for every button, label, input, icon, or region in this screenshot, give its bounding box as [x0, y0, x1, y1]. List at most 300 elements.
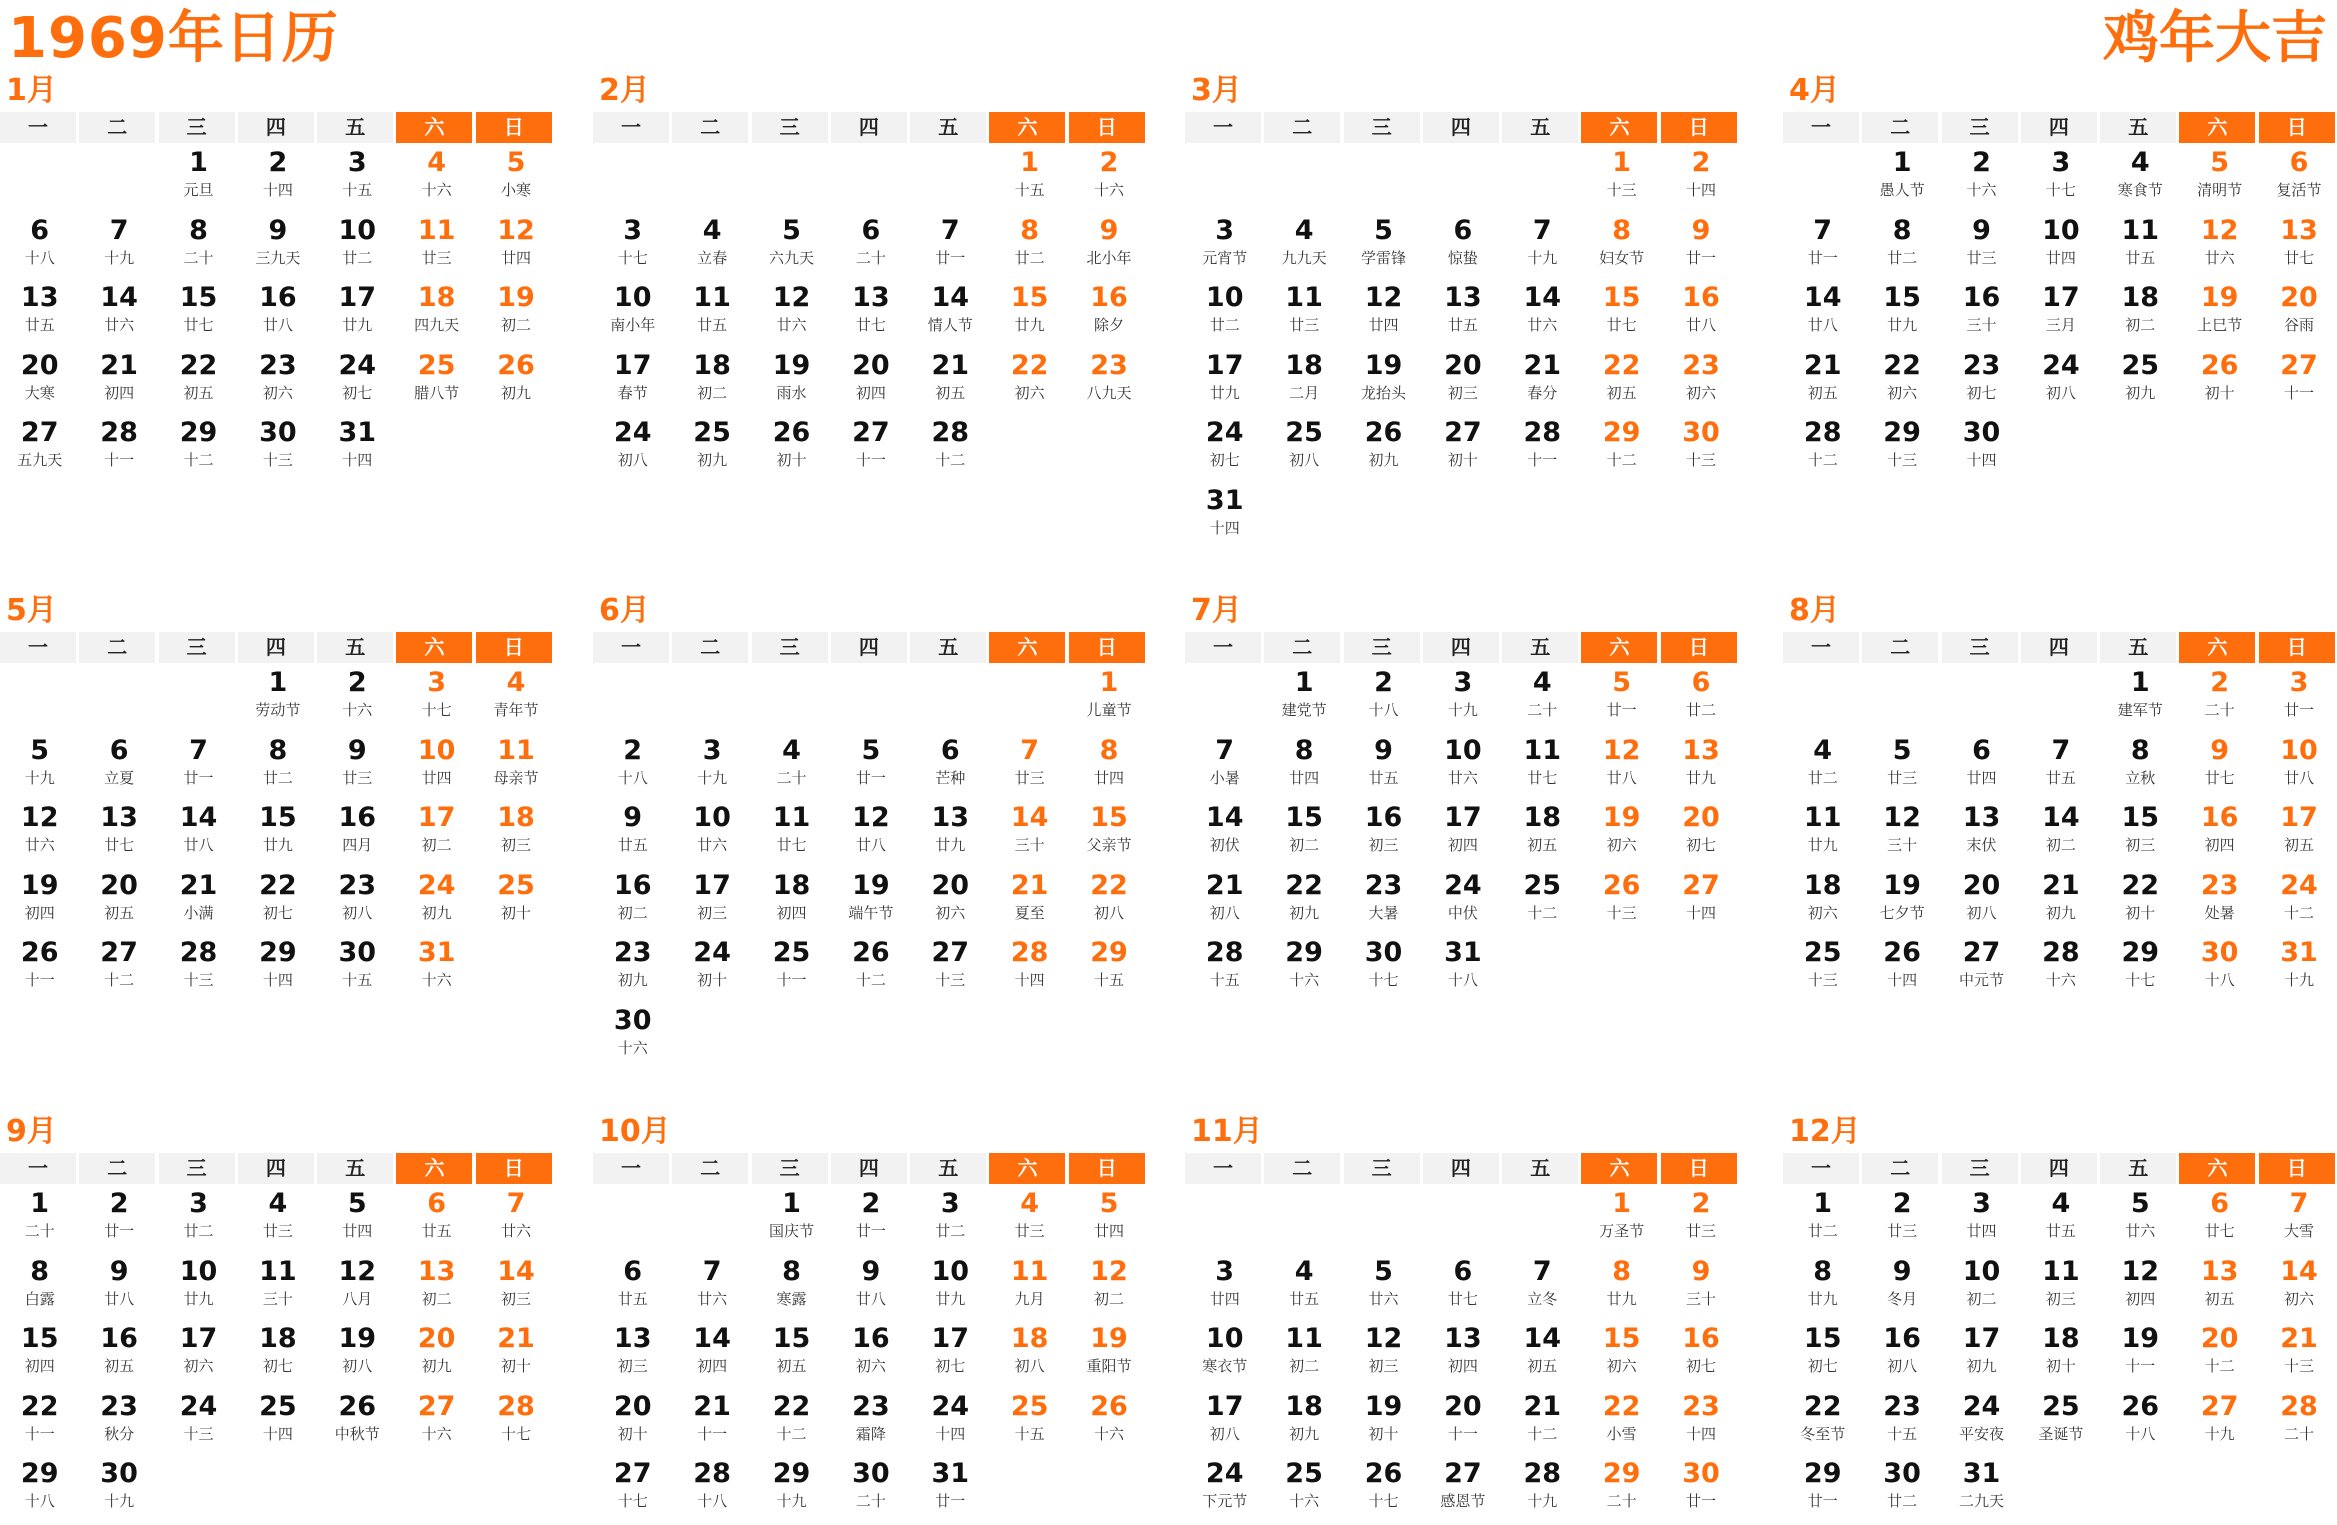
lunar-label: 十四 — [262, 181, 293, 199]
lunar-label: 廿六 — [697, 836, 728, 855]
month-title: 4月 — [1789, 73, 1840, 108]
day-cell — [1264, 663, 1343, 731]
lunar-label: 二十 — [2204, 701, 2235, 719]
lunar-label: 廿六 — [24, 836, 55, 855]
lunar-label: 廿四 — [1966, 768, 1997, 787]
lunar-label: 廿二 — [342, 248, 373, 267]
day-number: 2 — [1374, 667, 1393, 698]
day-cell — [1503, 731, 1582, 799]
day-number: 6 — [1691, 667, 1711, 698]
day-cell — [1264, 1454, 1343, 1522]
weekday-label: 日 — [1069, 112, 1145, 143]
day-cell — [1783, 211, 1862, 279]
day-number: 19 — [772, 349, 811, 381]
day-cell — [672, 731, 751, 799]
empty-cell — [1264, 143, 1343, 211]
lunar-label: 冬至节 — [1800, 1424, 1846, 1443]
lunar-label: 初十 — [2045, 1357, 2076, 1376]
lunar-label: 初八 — [1966, 903, 1997, 922]
day-cell — [2259, 346, 2337, 414]
day-cell — [159, 413, 238, 481]
day-cell — [397, 211, 476, 279]
lunar-label: 十七 — [1368, 971, 1399, 990]
weekday-label: 一 — [593, 112, 669, 143]
lunar-label: 十九 — [697, 768, 728, 787]
day-number: 28 — [179, 937, 218, 969]
lunar-label: 二九天 — [1958, 1492, 2004, 1511]
day-cell — [752, 1184, 831, 1252]
day-number: 22 — [1010, 349, 1049, 381]
lunar-label: 廿一 — [183, 768, 214, 787]
month-title: 1月 — [6, 73, 57, 108]
day-number: 25 — [2042, 1390, 2080, 1422]
day-number: 19 — [852, 869, 890, 901]
lunar-label: 廿八 — [262, 316, 293, 335]
lunar-label: 初八 — [342, 903, 373, 922]
lunar-label: 小寒 — [501, 181, 532, 199]
day-number: 7 — [189, 734, 208, 766]
day-number: 2 — [109, 1188, 129, 1219]
lunar-label: 初二 — [421, 836, 452, 855]
lunar-label: 初五 — [1807, 383, 1838, 402]
day-number: 2 — [1892, 1188, 1912, 1219]
lunar-label: 腊八节 — [414, 383, 460, 402]
day-cell — [159, 798, 238, 866]
day-cell — [79, 413, 158, 481]
lunar-label: 十二 — [1527, 903, 1558, 922]
lunar-label: 雨水 — [776, 383, 807, 402]
weekday-label: 三 — [752, 112, 828, 143]
lunar-label: 廿四 — [1094, 768, 1125, 787]
empty-cell — [593, 663, 672, 731]
lunar-label: 初五 — [2204, 1289, 2235, 1308]
day-number: 15 — [179, 282, 218, 314]
day-cell — [2101, 1252, 2180, 1320]
day-number: 16 — [338, 802, 377, 834]
day-number: 5 — [1612, 667, 1632, 698]
lunar-label: 十九 — [1527, 1492, 1558, 1511]
day-number: 11 — [2042, 1255, 2080, 1287]
lunar-label: 二十 — [24, 1222, 55, 1240]
day-number: 8 — [782, 1255, 801, 1287]
day-number: 5 — [506, 147, 526, 178]
day-cell — [318, 1387, 397, 1455]
day-number: 31 — [338, 417, 377, 449]
day-cell — [2259, 1184, 2337, 1252]
weekday-label: 三 — [1344, 1153, 1420, 1184]
lunar-label: 十七 — [2125, 971, 2156, 990]
day-cell — [2101, 1387, 2180, 1455]
empty-cell — [1783, 663, 1862, 731]
lunar-label: 廿九 — [1686, 768, 1717, 787]
day-number: 18 — [1523, 802, 1562, 834]
lunar-label: 初八 — [1209, 903, 1240, 922]
day-cell — [1783, 933, 1862, 1001]
lunar-label: 六九天 — [768, 248, 814, 267]
lunar-label: 廿九 — [1807, 1289, 1838, 1308]
lunar-label: 十五 — [342, 971, 373, 990]
lunar-label: 初三 — [1368, 836, 1399, 855]
weekday-label: 六 — [1581, 112, 1657, 143]
day-cell — [1185, 1387, 1264, 1455]
day-cell — [2259, 211, 2337, 279]
day-number: 17 — [931, 1323, 970, 1355]
day-cell — [1582, 1319, 1661, 1387]
day-number: 15 — [20, 1323, 59, 1355]
day-number: 27 — [1962, 937, 2001, 969]
day-number: 5 — [1374, 214, 1393, 246]
day-number: 24 — [179, 1390, 218, 1422]
lunar-label: 十一 — [2125, 1357, 2156, 1376]
day-cell — [672, 346, 751, 414]
day-cell — [1862, 933, 1941, 1001]
day-cell — [79, 798, 158, 866]
day-number: 28 — [100, 417, 138, 449]
lunar-label: 七夕节 — [1879, 903, 1925, 922]
day-number: 12 — [1090, 1255, 1128, 1287]
day-number: 22 — [1602, 1390, 1641, 1422]
day-cell — [911, 933, 990, 1001]
lunar-label: 二月 — [1289, 383, 1320, 402]
day-cell — [911, 798, 990, 866]
day-cell — [476, 1387, 555, 1455]
day-cell — [1069, 1252, 1148, 1320]
day-cell — [593, 798, 672, 866]
day-number: 22 — [179, 349, 218, 381]
lunar-label: 廿一 — [935, 1492, 966, 1511]
day-number: 11 — [772, 802, 811, 834]
day-cell — [2101, 143, 2180, 211]
weekday-header — [0, 632, 556, 663]
day-number: 9 — [347, 734, 367, 766]
lunar-label: 北小年 — [1086, 248, 1132, 267]
lunar-label: 夏至 — [1014, 903, 1045, 922]
day-cell — [1661, 731, 1740, 799]
day-cell — [2180, 933, 2259, 1001]
lunar-label: 初八 — [1289, 451, 1320, 470]
weekday-label: 六 — [396, 1153, 472, 1184]
lunar-label: 初六 — [1606, 836, 1637, 855]
day-cell — [397, 1319, 476, 1387]
day-cell — [752, 933, 831, 1001]
weekday-header — [1185, 1153, 1741, 1184]
day-cell — [752, 413, 831, 481]
day-number: 28 — [1803, 417, 1842, 449]
day-cell — [1582, 663, 1661, 731]
day-cell — [318, 798, 397, 866]
weekday-label: 二 — [1264, 112, 1340, 143]
lunar-label: 十八 — [1447, 971, 1478, 990]
day-cell — [1661, 798, 1740, 866]
day-cell — [2180, 1387, 2259, 1455]
day-cell — [238, 1387, 317, 1455]
day-cell — [2021, 731, 2100, 799]
lunar-label: 廿一 — [1807, 248, 1838, 267]
day-cell — [911, 1387, 990, 1455]
day-number: 17 — [338, 282, 377, 314]
day-cell — [79, 731, 158, 799]
day-number: 29 — [772, 1458, 811, 1490]
day-number: 18 — [2121, 282, 2160, 314]
weekday-label: 一 — [1185, 112, 1261, 143]
day-cell — [593, 1387, 672, 1455]
lunar-label: 冬月 — [1887, 1289, 1918, 1308]
lunar-label: 十一 — [855, 451, 886, 470]
day-cell — [1069, 278, 1148, 346]
day-cell — [990, 211, 1069, 279]
lunar-label: 二十 — [2284, 1424, 2315, 1443]
lunar-label: 十一 — [1527, 451, 1558, 470]
day-cell — [79, 1319, 158, 1387]
lunar-label: 十六 — [342, 701, 373, 719]
day-cell — [1862, 278, 1941, 346]
day-cell — [1582, 731, 1661, 799]
day-number: 6 — [623, 1255, 643, 1287]
day-cell — [672, 413, 751, 481]
weekday-label: 四 — [831, 1153, 907, 1184]
day-number: 16 — [1962, 282, 2001, 314]
day-number: 28 — [1010, 937, 1049, 969]
day-cell — [911, 1319, 990, 1387]
lunar-label: 廿三 — [1014, 1222, 1045, 1240]
day-number: 31 — [1205, 484, 1244, 516]
day-cell — [2259, 278, 2337, 346]
day-number: 9 — [1892, 1255, 1912, 1287]
day-cell — [476, 1319, 555, 1387]
day-number: 4 — [2051, 1188, 2071, 1219]
day-number: 12 — [338, 1255, 377, 1287]
weekday-label: 一 — [593, 632, 669, 663]
month-title: 12月 — [1789, 1114, 1861, 1149]
day-number: 18 — [417, 282, 456, 314]
day-cell — [0, 933, 79, 1001]
lunar-label: 初十 — [1447, 451, 1478, 470]
lunar-label: 十一 — [697, 1424, 728, 1443]
day-number: 19 — [1364, 1390, 1403, 1422]
day-cell — [238, 143, 317, 211]
lunar-label: 初二 — [2125, 316, 2156, 335]
day-number: 21 — [931, 349, 970, 381]
day-number: 16 — [1682, 1323, 1720, 1355]
page-slogan: 鸡年大吉 — [2103, 6, 2327, 71]
day-number: 1 — [1612, 147, 1632, 178]
lunar-label: 十七 — [501, 1424, 532, 1443]
day-cell — [2259, 1387, 2337, 1455]
lunar-label: 谷雨 — [2284, 316, 2315, 335]
day-cell — [1862, 866, 1941, 934]
day-number: 4 — [506, 667, 526, 698]
lunar-label: 初三 — [501, 1289, 532, 1308]
day-cell — [831, 1252, 910, 1320]
lunar-label: 二十 — [855, 248, 886, 267]
day-number: 21 — [1803, 349, 1842, 381]
day-number: 25 — [772, 937, 811, 969]
lunar-label: 二十 — [183, 248, 214, 267]
day-number: 7 — [940, 214, 960, 246]
day-cell — [1344, 866, 1423, 934]
day-cell — [1661, 1454, 1740, 1522]
lunar-label: 下元节 — [1202, 1492, 1248, 1511]
day-number: 21 — [1205, 869, 1244, 901]
day-cell — [2021, 866, 2100, 934]
day-cell — [1423, 1454, 1502, 1522]
day-cell — [593, 1454, 672, 1522]
day-number: 23 — [1682, 349, 1720, 381]
day-number: 25 — [1010, 1390, 1049, 1422]
day-cell — [1783, 1252, 1862, 1320]
day-number: 14 — [1803, 282, 1842, 314]
day-cell — [2180, 211, 2259, 279]
day-cell — [0, 798, 79, 866]
day-cell — [1503, 798, 1582, 866]
weekday-label: 四 — [238, 632, 314, 663]
day-number: 25 — [693, 417, 731, 449]
day-number: 17 — [1205, 1390, 1244, 1422]
lunar-label: 寒露 — [776, 1289, 807, 1308]
lunar-label: 中伏 — [1447, 903, 1478, 922]
day-number: 27 — [852, 417, 890, 449]
lunar-label: 十三 — [183, 1424, 214, 1443]
empty-cell — [911, 143, 990, 211]
weekday-label: 五 — [317, 632, 393, 663]
day-number: 4 — [702, 214, 722, 246]
day-number: 22 — [772, 1390, 811, 1422]
day-cell — [593, 278, 672, 346]
day-cell — [1264, 278, 1343, 346]
lunar-label: 初九 — [1368, 451, 1399, 470]
day-number: 3 — [1215, 214, 1235, 246]
lunar-label: 初九 — [617, 971, 648, 990]
weekday-label: 二 — [1264, 632, 1340, 663]
day-number: 24 — [1205, 1458, 1244, 1490]
weekday-label: 日 — [1661, 1153, 1737, 1184]
day-cell — [1423, 933, 1502, 1001]
lunar-label: 廿九 — [935, 836, 966, 855]
day-cell — [1503, 346, 1582, 414]
lunar-label: 初二 — [1094, 1289, 1125, 1308]
day-cell — [2259, 1252, 2337, 1320]
day-cell — [672, 1387, 751, 1455]
day-cell — [1942, 278, 2021, 346]
lunar-label: 初四 — [1447, 836, 1478, 855]
day-cell — [79, 278, 158, 346]
lunar-label: 十六 — [1094, 181, 1125, 199]
day-cell — [476, 143, 555, 211]
day-cell — [1942, 798, 2021, 866]
lunar-label: 十四 — [1014, 971, 1045, 990]
day-number: 11 — [1803, 802, 1842, 834]
day-number: 22 — [20, 1390, 59, 1422]
lunar-label: 劳动节 — [255, 701, 301, 719]
day-cell — [1423, 346, 1502, 414]
lunar-label: 初二 — [1966, 1289, 1997, 1308]
weekday-label: 六 — [396, 112, 472, 143]
day-number: 7 — [1813, 214, 1833, 246]
day-number: 25 — [1285, 1458, 1323, 1490]
day-cell — [2021, 1252, 2100, 1320]
day-number: 6 — [1453, 1255, 1473, 1287]
day-number: 15 — [772, 1323, 811, 1355]
day-cell — [1503, 1252, 1582, 1320]
lunar-label: 国庆节 — [768, 1222, 814, 1240]
day-number: 1 — [268, 667, 288, 698]
day-number: 23 — [100, 1390, 138, 1422]
day-cell — [2259, 663, 2337, 731]
day-cell — [1069, 1319, 1148, 1387]
day-number: 19 — [1090, 1323, 1128, 1355]
lunar-label: 廿二 — [183, 1222, 214, 1240]
day-cell — [2259, 143, 2337, 211]
day-number: 28 — [2042, 937, 2080, 969]
lunar-label: 初六 — [855, 1357, 886, 1376]
lunar-label: 感恩节 — [1440, 1492, 1486, 1511]
day-cell — [1185, 933, 1264, 1001]
day-number: 6 — [2210, 1188, 2230, 1219]
day-cell — [2021, 278, 2100, 346]
day-number: 22 — [1602, 349, 1641, 381]
lunar-label: 初八 — [1209, 1424, 1240, 1443]
day-number: 22 — [1883, 349, 1921, 381]
day-number: 4 — [1294, 1255, 1314, 1287]
day-cell — [318, 1319, 397, 1387]
lunar-label: 廿四 — [342, 1222, 373, 1240]
day-number: 4 — [1294, 214, 1314, 246]
weekday-label: 四 — [238, 112, 314, 143]
day-cell — [1862, 211, 1941, 279]
day-number: 11 — [1523, 734, 1562, 766]
day-number: 5 — [2210, 147, 2230, 178]
lunar-label: 初三 — [1447, 383, 1478, 402]
lunar-label: 廿八 — [1686, 316, 1717, 335]
day-number: 29 — [1602, 417, 1641, 449]
weekday-header — [0, 112, 556, 143]
day-number: 18 — [1803, 869, 1842, 901]
day-cell — [238, 798, 317, 866]
lunar-label: 廿八 — [1606, 768, 1637, 787]
day-number: 29 — [1883, 417, 1921, 449]
day-number: 23 — [852, 1390, 890, 1422]
day-cell — [593, 1252, 672, 1320]
lunar-label: 初五 — [935, 383, 966, 402]
lunar-label: 初六 — [1014, 383, 1045, 402]
day-cell — [1069, 211, 1148, 279]
lunar-label: 初五 — [183, 383, 214, 402]
lunar-label: 十二 — [935, 451, 966, 470]
day-cell — [990, 346, 1069, 414]
weekday-label: 五 — [910, 632, 986, 663]
day-cell — [238, 731, 317, 799]
day-cell — [752, 211, 831, 279]
lunar-label: 初二 — [617, 903, 648, 922]
day-cell — [1423, 1252, 1502, 1320]
lunar-label: 廿七 — [1447, 1289, 1478, 1308]
weekday-label: 四 — [1423, 112, 1499, 143]
day-cell — [476, 731, 555, 799]
lunar-label: 小暑 — [1209, 768, 1240, 787]
lunar-label: 十八 — [24, 248, 55, 267]
day-cell — [1783, 798, 1862, 866]
lunar-label: 二十 — [855, 1492, 886, 1511]
day-number: 11 — [1285, 1323, 1323, 1355]
month-block — [593, 590, 1149, 1069]
day-number: 19 — [2121, 1323, 2160, 1355]
empty-cell — [752, 663, 831, 731]
day-cell — [2021, 933, 2100, 1001]
day-number: 3 — [940, 1188, 960, 1219]
day-number: 15 — [1090, 802, 1128, 834]
day-number: 27 — [20, 417, 59, 449]
day-cell — [1942, 1387, 2021, 1455]
